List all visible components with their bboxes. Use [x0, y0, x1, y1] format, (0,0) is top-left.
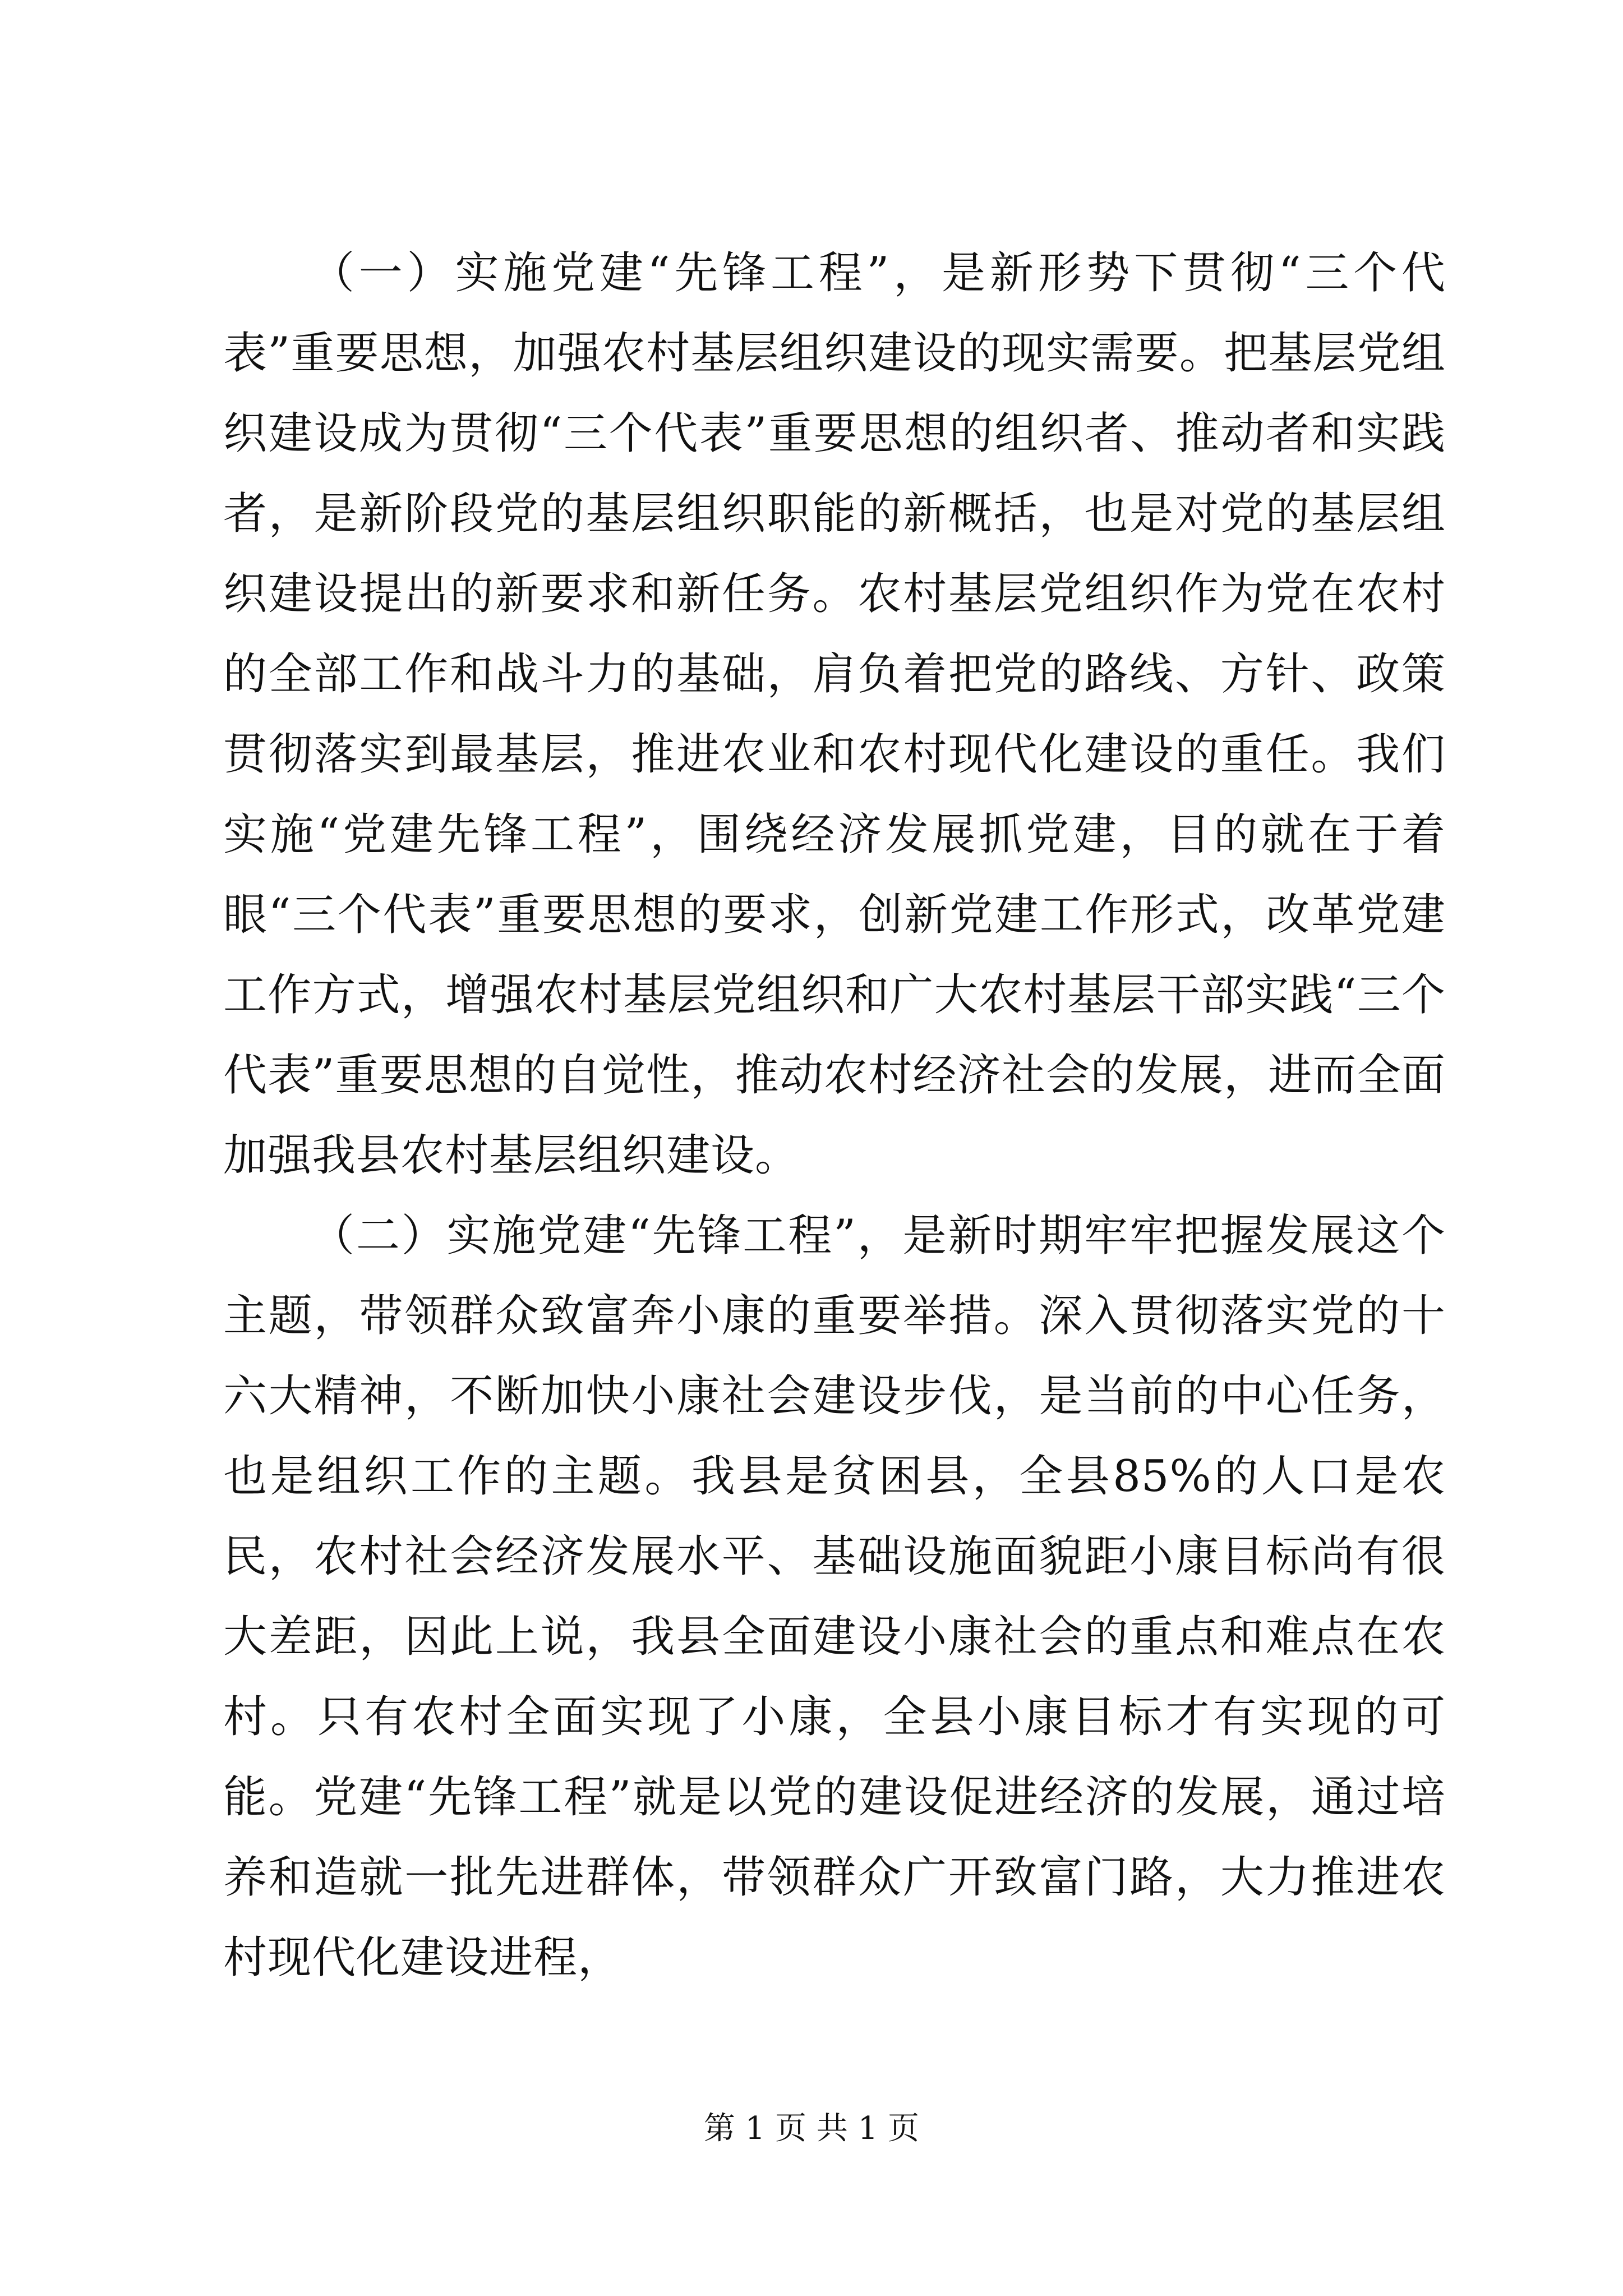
document-body	[223, 233, 1446, 1998]
page-footer: 第 1 页 共 1 页	[703, 2110, 920, 2147]
paragraph-1: （一）实施党建“先锋工程”，是新形势下贯彻“三个代表”重要思想，加强农村基层组织建设的现实需要。把基层党组织建设成为贯彻“三个代表”重要思想的组织者、推动者和实践者，是新阶段党的基层组织职能的新概括，也是对党的基层组织建设提出的新要求和新任务。农村基层党组织作为党在农村的全部工作和战斗力的基础，肩负着把党的路线、方针、政策贯彻落实到最基层，推进农业和农村现代化建设的重任。我们实施“党建先锋工程”，围绕经济发展抓党建，目的就在于着眼“三个代表”重要思想的要求，创新党建工作形式，改革党建工作方式，增强农村基层党组织和广大农村基层干部实践“三个代表”重要思想的自觉性，推动农村经济社会的发展，进而全面加强我县农村基层组织建设。	[223, 248, 1446, 1181]
paragraph-2: （二）实施党建“先锋工程”，是新时期牢牢把握发展这个主题，带领群众致富奔小康的重要举措。深入贯彻落实党的十六大精神，不断加快小康社会建设步伐，是当前的中心任务，也是组织工作的主题。我县是贫困县，全县85%的人口是农民，农村社会经济发展水平、基础设施面貌距小康目标尚有很大差距，因此上说，我县全面建设小康社会的重点和难点在农村。只有农村全面实现了小康，全县小康目标才有实现的可能。党建“先锋工程”就是以党的建设促进经济的发展，通过培养和造就一批先进群体，带领群众广开致富门路，大力推进农村现代化建设进程，	[223, 1211, 1446, 1983]
